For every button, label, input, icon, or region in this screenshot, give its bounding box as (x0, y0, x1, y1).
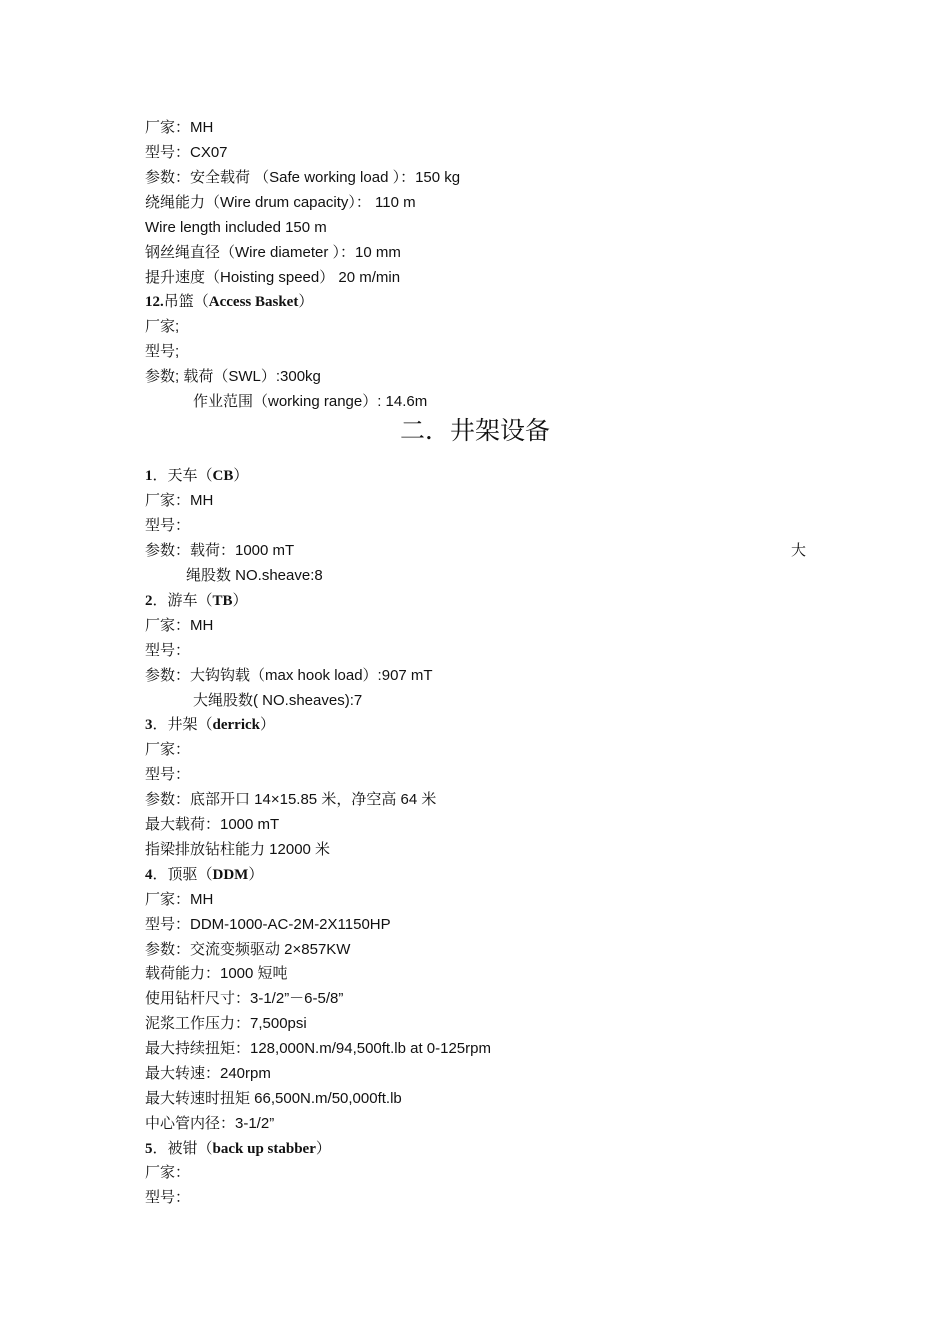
section-title: 二．井架设备 (399, 416, 550, 445)
text-line: 型号： (145, 517, 191, 534)
text-line: 最大载荷：1000 mT (145, 816, 280, 833)
text-line: 提升速度（Hoisting speed） 20 m/min (145, 269, 401, 286)
text-line: 大绳股数( NO.sheaves):7 (193, 692, 363, 709)
item-heading-12: 12.吊篮（Access Basket） (145, 294, 314, 310)
text-line: 指梁排放钻柱能力 12000 米 (145, 841, 331, 858)
text-line: 参数：载荷：1000 mT (145, 542, 295, 559)
text-line: 最大转速时扭矩 66,500N.m/50,000ft.lb (145, 1090, 402, 1107)
item-heading-4: 4．顶驱（DDM） (145, 867, 264, 883)
text-line: 参数：大钩钩载（max hook load）:907 mT (145, 667, 433, 684)
item-heading-5: 5．被钳（back up stabber） (145, 1141, 331, 1157)
text-line: 最大转速：240rpm (145, 1065, 271, 1082)
item-heading-2: 2．游车（TB） (145, 593, 248, 609)
text-line: 参数：安全载荷 （Safe working load ）：150 kg (145, 169, 461, 186)
text-line: 参数：交流变频驱动 2×857KW (145, 941, 351, 958)
text-line: 载荷能力：1000 短吨 (145, 965, 288, 982)
text-line: 最大持续扭矩：128,000N.m/94,500ft.lb at 0-125rpm (145, 1040, 491, 1057)
text-line: 型号： (145, 642, 191, 659)
item-heading-1: 1．天车（CB） (145, 468, 249, 484)
text-line: 厂家： (145, 1164, 191, 1181)
text-line: 使用钻杆尺寸：3-1/2”－6-5/8” (145, 990, 344, 1007)
text-line: 型号：DDM-1000-AC-2M-2X1150HP (145, 916, 391, 933)
text-line: 泥浆工作压力：7,500psi (145, 1015, 307, 1032)
text-line: 大 (791, 542, 807, 559)
text-line: 型号： (145, 1189, 191, 1206)
text-line: 厂家; (145, 318, 180, 335)
text-line: 厂家：MH (145, 119, 214, 136)
text-line: 厂家：MH (145, 492, 214, 509)
text-line: 厂家：MH (145, 617, 214, 634)
text-line: 型号：CX07 (145, 144, 228, 161)
text-line: 参数; 载荷（SWL）:300kg (145, 368, 321, 385)
text-line: 型号; (145, 343, 180, 360)
text-line: 厂家： (145, 741, 191, 758)
text-line: 厂家：MH (145, 891, 214, 908)
text-line: 绕绳能力（Wire drum capacity）： 110 m (145, 194, 416, 211)
item-heading-3: 3．井架（derrick） (145, 717, 276, 733)
text-line: 参数：底部开口 14×15.85 米，净空高 64 米 (145, 791, 437, 808)
text-line: 作业范围（working range）: 14.6m (193, 393, 428, 410)
text-line: 型号： (145, 766, 191, 783)
text-line: 中心管内径：3-1/2” (145, 1115, 275, 1132)
text-line: Wire length included 150 m (145, 219, 327, 236)
text-line: 绳股数 NO.sheave:8 (186, 567, 323, 584)
text-line: 钢丝绳直径（Wire diameter ）：10 mm (145, 244, 401, 261)
